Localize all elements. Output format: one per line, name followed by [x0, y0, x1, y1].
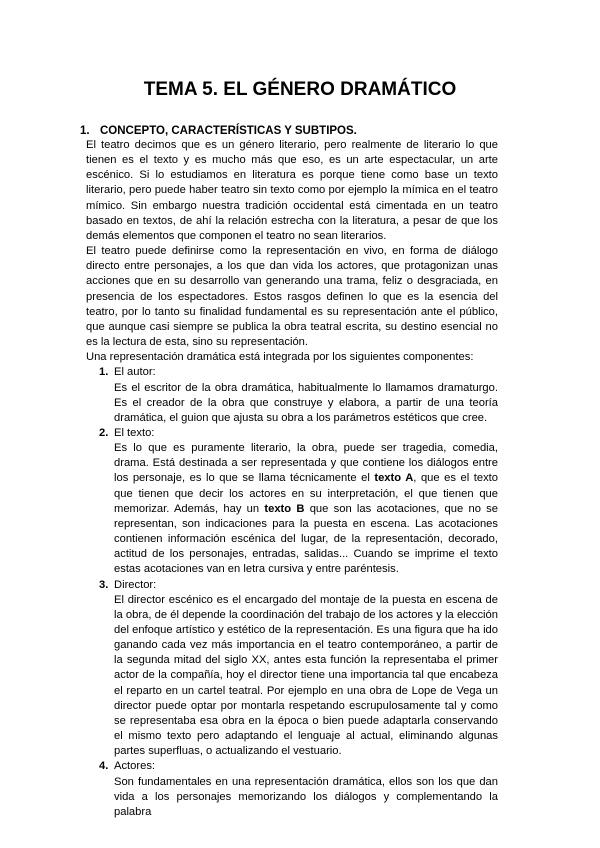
text-segment: , que es el texto que tienen que decir los actores en su interpretación, el que tienen que memorizar. Además, hay un: [114, 472, 498, 515]
paragraph-intro: El teatro decimos que es un género literario, pero realmente de literario lo que tienen es el texto y es mucho más que eso, es un arte espectacular, un arte escénico. Si lo estudiamos en literatura es porque tiene como base un texto literario, pero puede haber teatro sin texto como por ejemplo la mímica en el teatro mímico. Sin embargo nuestra tradición occidental está cimentada en un teatro basado en textos, de ahí la relación estrecha con la literatura, a pesar de que los demás elementos que componen el teatro no sean literarios.: [86, 139, 498, 242]
paragraph-definition: El teatro puede definirse como la representación en vivo, en forma de diálogo directo entre personajes, a los que dan vida los actores, que protagonizan unas acciones que en su desarrollo van generando una trama, feliz o desgraciada, en presencia de los espectadores. Estos rasgos definen lo que es la esencia del teatro, por lo tanto su finalidad fundamental es su representación ante el público, que aunque casi siempre se publica la obra teatral escrita, su destino esencial no es la lectura de esta, sino su representación.: [86, 245, 498, 349]
list-item-number: 3.: [99, 578, 109, 591]
list-item-text: El director escénico es el encargado del montaje de la puesta en escena de la obra, de él depende la coordinación del trabajo de los actores y la elección del enfoque artístico y estético de la representación. Es una figura que ha ido ganando cada vez más importancia en el teatro contemporáneo, a partir de la segunda mitad del siglo XX, antes esta función la representaba el primer actor de la compañía, hoy el director tiene una importancia tal que encabeza el reparto en un cartel teatral. Por ejemplo en una obra de Lope de Vega un director puede optar por montarla respetando escrupulosamente tal y como se representaba esa obra en la época o bien puede adaptarla conservando el mismo texto pero adaptando el lenguaje al actual, eliminando algunas partes superfluas, o actualizando el vestuario.: [114, 593, 498, 758]
list-item-label: Director:: [114, 578, 157, 591]
list-item-text: Es el escritor de la obra dramática, habitualmente lo llamamos dramaturgo. Es el creador de la obra que construye y elabora, a partir de una teoría dramática, el guion que ajusta su obra a los parámetros estéticos que cree.: [114, 381, 498, 424]
bold-term-texto-b: texto B: [264, 502, 305, 515]
list-item-director: [86, 578, 498, 760]
list-item-text: Son fundamentales en una representación dramática, ellos son los que dan vida a los personajes memorizando los diálogos y complementando la palabra: [114, 775, 498, 818]
text-segment: que son las acotaciones, que no se representan, son indicaciones para la puesta en escena. Las acotaciones contienen información escénica del lugar, de la representación, decorado, actitud de los personajes, entradas, salidas... Cuando se imprime el texto estas acotaciones van en letra cursiva y entre paréntesis.: [114, 502, 498, 576]
list-item-label: El autor:: [114, 366, 156, 379]
list-item-texto: [86, 426, 498, 578]
section-number: 1.: [80, 125, 90, 137]
section-heading-text: CONCEPTO, CARACTERÍSTICAS Y SUBTIPOS.: [100, 125, 357, 137]
paragraph-components-lead: Una representación dramática está integrada por los siguientes componentes:: [86, 351, 474, 364]
list-item-actores: [86, 759, 498, 820]
section-heading: [80, 124, 357, 138]
list-item-number: 1.: [99, 366, 109, 379]
components-list: [86, 365, 498, 820]
list-item-label: El texto:: [114, 426, 155, 439]
document-body: [86, 138, 498, 820]
list-item-number: 2.: [99, 426, 109, 439]
page-title: TEMA 5. EL GÉNERO DRAMÁTICO: [143, 79, 457, 100]
list-item-text: [114, 441, 498, 577]
list-item-number: 4.: [99, 760, 109, 773]
text-segment: Es lo que es puramente literario, la obra, puede ser tragedia, comedia, drama. Está destinada a ser representada y que contiene los diálogos entre los personaje, es lo que se llama técnicamente el: [114, 442, 498, 485]
bold-term-texto-a: texto A: [374, 472, 414, 485]
list-item-label: Actores:: [114, 760, 156, 773]
list-item-autor: [86, 365, 498, 426]
